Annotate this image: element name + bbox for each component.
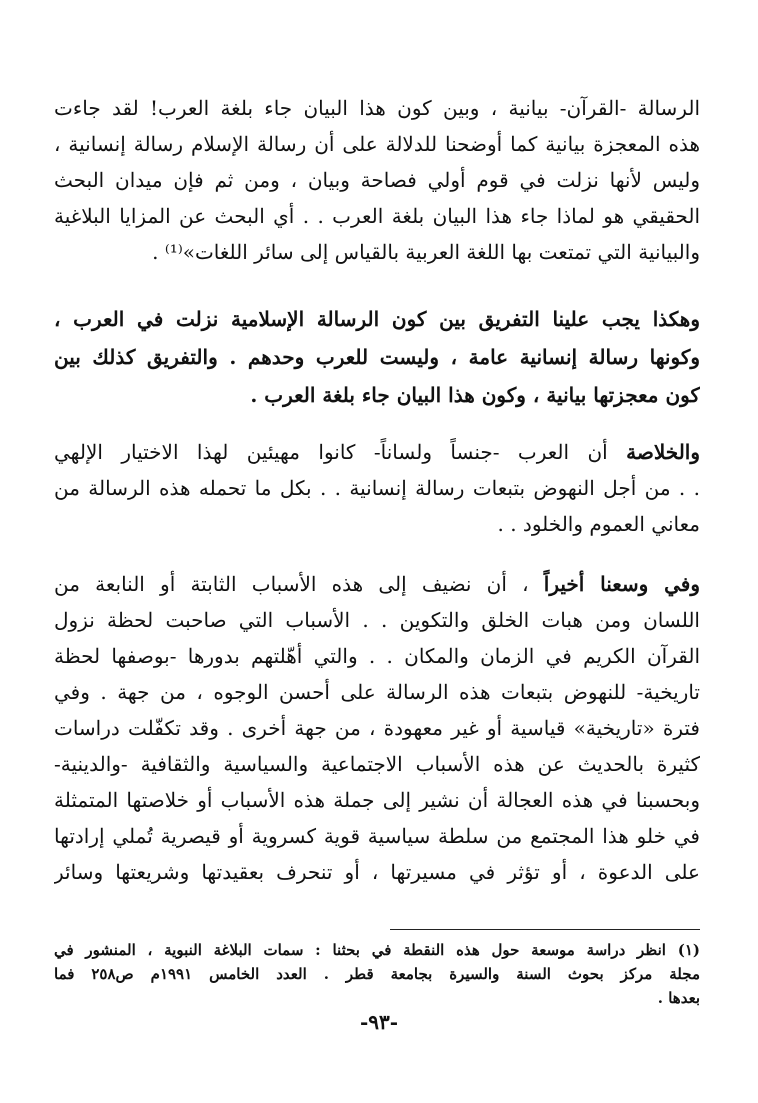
footnote-text: انظر دراسة موسعة حول هذه النقطة في بحثنا : سمات البلاغة النبوية ، المنشور في (54, 941, 678, 959)
footnote-line (54, 938, 700, 962)
footnote (54, 938, 700, 1010)
text-line: الرسالة -القرآن- بيانية ، وبين كون هذا البيان جاء بلغة العرب! لقد جاءت (54, 96, 700, 120)
paragraph-4 (54, 566, 700, 890)
footnote-separator (390, 929, 700, 930)
text-line: وليس لأنها نزلت في قوم أولي فصاحة وبيان ، ومن ثم فإن ميدان البحث (54, 168, 700, 192)
lead-phrase: وفي وسعنا أخيراً (543, 572, 700, 596)
page-number: -٩٣- (359, 1010, 399, 1034)
text-line: تاريخية- للنهوض بتبعات هذه الرسالة على أحسن الوجوه ، من جهة . وفي (54, 680, 700, 704)
text-line: في خلو هذا المجتمع من سلطة سياسية قوية كسروية أو قيصرية تُملي إرادتها (54, 824, 700, 848)
text-line: وكونها رسالة إنسانية عامة ، وليست للعرب وحدهم . والتفريق كذلك بين (54, 345, 700, 369)
text-line: هذه المعجزة بيانية كما أوضحنا للدلالة على أن رسالة الإسلام رسالة إنسانية ، (54, 132, 700, 156)
text-line: والبيانية التي تمتعت بها اللغة العربية بالقياس إلى سائر اللغات»⁽¹⁾ . (152, 240, 700, 264)
lead-word: والخلاصة (626, 440, 700, 464)
paragraph-3 (54, 434, 700, 542)
text-line: فترة «تاريخية» قياسية أو غير معهودة ، من جهة أخرى . وقد تكفّلت دراسات (54, 716, 700, 740)
text-line: معاني العموم والخلود . . (497, 512, 700, 536)
paragraph-2-bold (54, 300, 700, 414)
text-line: كثيرة بالحديث عن هذه الأسباب الاجتماعية والسياسية والثقافية -والدينية- (54, 752, 700, 776)
text-line: القرآن الكريم في الزمان والمكان . . والتي أهّلتهم بدورها -بوصفها لحظة (54, 644, 700, 668)
text-line: وهكذا يجب علينا التفريق بين كون الرسالة الإسلامية نزلت في العرب ، (54, 307, 700, 331)
text-line: . . من أجل النهوض بتبعات رسالة إنسانية . . بكل ما تحمله هذه الرسالة من (54, 476, 700, 500)
paragraph-1 (54, 90, 700, 270)
text-line: على الدعوة ، أو تؤثر في مسيرتها ، أو تنحرف بعقيدتها وشريعتها وسائر (54, 860, 700, 884)
text-line: وبحسبنا في هذه العجالة أن نشير إلى جملة هذه الأسباب أو خلاصتها المتمثلة (54, 788, 700, 812)
line-text: ، أن نضيف إلى هذه الأسباب الثابتة أو النابعة من (54, 572, 544, 596)
text-line (54, 434, 700, 470)
footnote-line: بعدها . (657, 989, 700, 1007)
footnote-marker: (١) (677, 941, 700, 959)
text-line: الحقيقي هو لماذا جاء هذا البيان بلغة العرب . . أي البحث عن المزايا البلاغية (54, 204, 700, 228)
footnote-line: مجلة مركز بحوث السنة والسيرة بجامعة قطر . العدد الخامس ١٩٩١م ص٢٥٨ فما (54, 965, 700, 983)
text-line: كون معجزتها بيانية ، وكون هذا البيان جاء بلغة العرب . (250, 383, 700, 407)
text-line (54, 566, 700, 602)
line-text: أن العرب -جنساً ولساناً- كانوا مهيئين لهذا الاختيار الإلهي (54, 440, 627, 464)
text-line: اللسان ومن هبات الخلق والتكوين . . الأسباب التي صاحبت لحظة نزول (54, 608, 700, 632)
